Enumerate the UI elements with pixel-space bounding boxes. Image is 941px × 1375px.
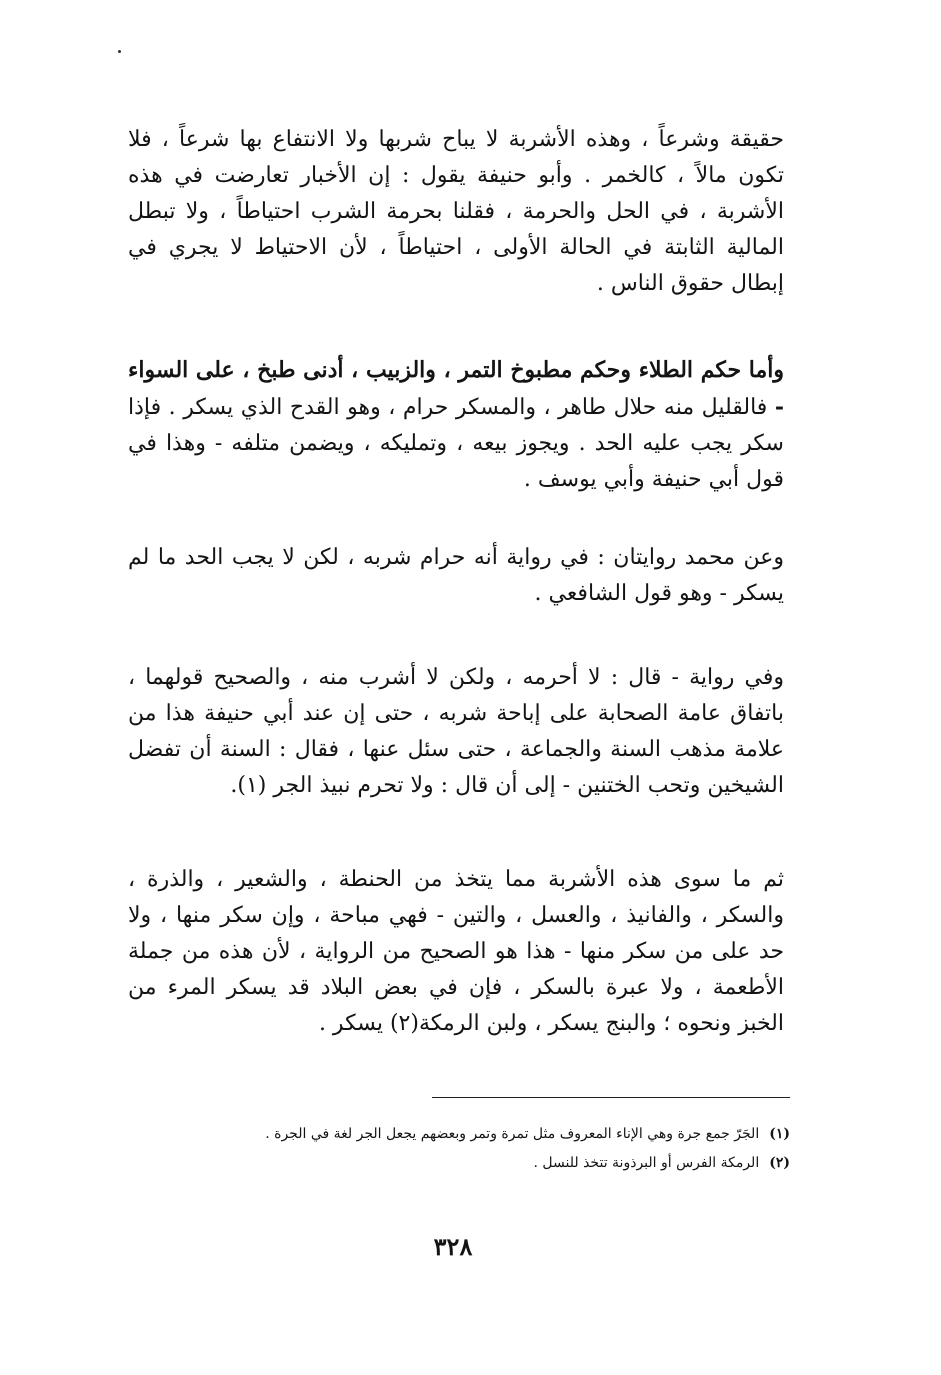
footnote-text: الجَرّ جمع جرة وهي الإناء المعروف مثل تمرة وتمر وبعضهم يجعل الجر لغة في الجرة . [265,1126,760,1142]
paragraph-2-body: فالقليل منه حلال طاهر ، والمسكر حرام ، وهو القدح الذي يسكر . فإذا سكر يجب عليه الحد . ويجوز بيعه ، وتمليكه ، ويضمن متلفه - وهذا في قول أبي حنيفة وأبي يوسف . [128,395,784,492]
footnote-1 [200,1120,790,1149]
paragraph-2 [128,352,784,498]
footnote-number: (٢) [769,1155,790,1171]
footnote-text: الرمكة الفرس أو البرذونة تتخذ للنسل . [533,1155,760,1171]
paragraph-2-heading: وأما حكم الطلاء وحكم مطبوخ التمر ، والزبيب ، أدنى طبخ ، على السواء - [128,357,784,420]
footnote-2 [200,1149,790,1178]
footnotes [200,1120,790,1178]
paragraph-4: وفي رواية - قال : لا أحرمه ، ولكن لا أشرب منه ، والصحيح قولهما ، باتفاق عامة الصحابة على إباحة شربه ، حتى إن عند أبي حنيفة هذا من علامة مذهب السنة والجماعة ، حتى سئل عنها ، فقال : السنة أن تفضل الشيخين وتحب الختنين - إلى أن قال : ولا تحرم نبيذ الجر (١). [128,665,784,798]
scan-speck [118,50,121,53]
paragraph-1: حقيقة وشرعاً ، وهذه الأشربة لا يباح شربها ولا الانتفاع بها شرعاً ، فلا تكون مالاً ، كالخمر . وأبو حنيفة يقول : إن الأخبار تعارضت في هذه الأشربة ، في الحل والحرمة ، فقلنا بحرمة الشرب احتياطاً ، ولا تبطل المالية الثابتة في الحالة الأولى ، احتياطاً ، لأن الاحتياط لا يجري في إبطال حقوق الناس . [128,127,784,296]
footnote-divider [432,1097,790,1098]
footnote-number: (١) [769,1126,790,1142]
paragraph-3: وعن محمد روايتان : في رواية أنه حرام شربه ، لكن لا يجب الحد ما لم يسكر - وهو قول الشافعي . [128,545,784,606]
paragraph-5: ثم ما سوى هذه الأشربة مما يتخذ من الحنطة ، والشعير ، والذرة ، والسكر ، والفانيذ ، والعسل ، والتين - فهي مباحة ، وإن سكر منها ، ولا حد على من سكر منها - هذا هو الصحيح من الرواية ، لأن هذه من جملة الأطعمة ، ولا عبرة بالسكر ، فإن في بعض البلاد قد يسكر المرء من الخبز ونحوه ؛ والبنج يسكر ، ولبن الرمكة(٢) يسكر . [128,867,784,1036]
page-number: ٣٢٨ [433,1232,473,1261]
